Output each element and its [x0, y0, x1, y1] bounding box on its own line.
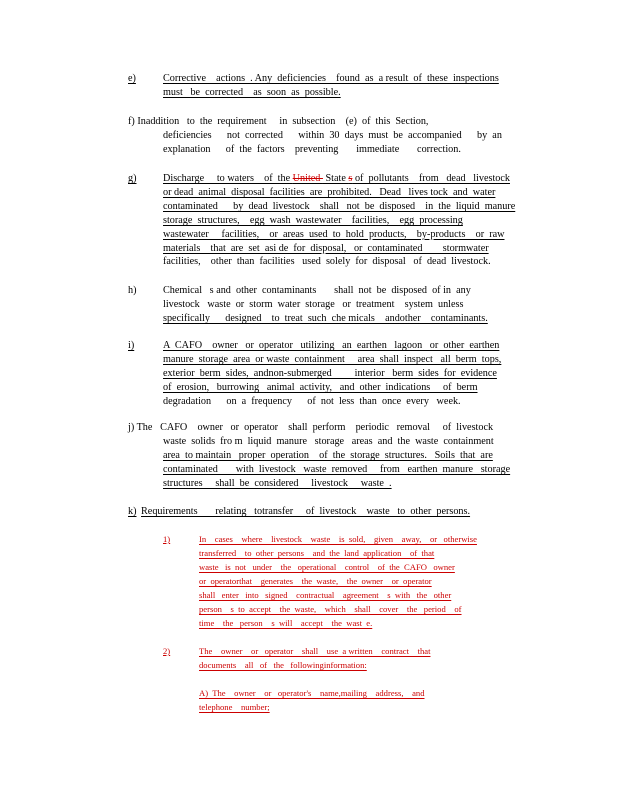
- inserted-text-line: person s to accept the waste, which shall cover the period of: [199, 604, 462, 614]
- text-line: livestock waste or storm water storage or treatment system unless: [163, 298, 464, 310]
- text-line: of erosion, burrowing animal activity, and other indications of berm: [163, 381, 478, 393]
- text-line: materials that are set asi de for disposal, or contaminated stormwater: [163, 242, 489, 254]
- item-label-f: f) Inaddition: [128, 116, 180, 127]
- text-line: CAFO owner or operator shall perform periodic removal of livestock: [152, 422, 494, 433]
- text-line: manure storage area or waste containment area shall inspect all berm tops,: [163, 353, 502, 365]
- text-line: explanation of the factors preventing immediate correction.: [163, 143, 461, 155]
- inserted-text-line: documents all of the followinginformation:: [199, 660, 367, 670]
- item-label-k: k): [128, 506, 137, 517]
- text-line: Corrective actions . Any deficiencies found as a result of these inspections: [163, 73, 499, 84]
- item-label-g: g): [128, 173, 137, 184]
- item-j-continuation: [163, 435, 528, 491]
- deleted-text: United: [292, 173, 323, 184]
- item-j-first: [128, 421, 528, 435]
- text-line: contaminated with livestock waste removed from earthen manure storage: [163, 463, 511, 475]
- text-segment: Discharge to waters of the: [163, 173, 293, 184]
- item-g-text: [163, 172, 528, 269]
- inserted-text-line: telephone number;: [199, 702, 270, 712]
- text-line: to the requirement in subsection (e) of this Section,: [179, 116, 429, 127]
- inserted-text-line: shall enter into signed contractual agreement s with the other: [199, 590, 452, 600]
- inserted-text-line: waste is not under the operational control of the CAFO owner: [199, 562, 455, 572]
- subitem-1-text: [199, 532, 529, 630]
- inserted-text-line: transferred to other persons and the land application of that: [199, 548, 435, 558]
- item-label-j: j) The: [128, 422, 153, 433]
- text-line: or dead animal disposal facilities are prohibited. Dead lives tock and water: [163, 186, 496, 198]
- item-i-text: [163, 339, 528, 409]
- item-e-text: [163, 72, 523, 100]
- text-line: wastewater facilities, or areas used to hold products, by-products or raw: [163, 228, 505, 240]
- subitem-label-1: 1): [163, 534, 171, 544]
- text-line: waste solids fro m liquid manure storage areas and the waste containment: [163, 436, 494, 447]
- text-line: must be corrected as soon as possible.: [163, 86, 341, 98]
- text-segment: of pollutants from dead livestock: [352, 173, 510, 184]
- text-line: degradation on a frequency of not less than once every week.: [163, 395, 461, 407]
- item-label-h: h): [128, 285, 137, 296]
- text-line: specifically designed to treat such che micals andother contaminants.: [163, 312, 488, 324]
- text-line: contaminated by dead livestock shall not be disposed in the liquid manure: [163, 200, 516, 212]
- item-label-i: i): [128, 340, 135, 351]
- text-segment: State: [322, 173, 349, 184]
- item-f-continuation: [163, 129, 523, 157]
- deleted-text: s: [348, 173, 353, 184]
- text-line: area to maintain proper operation of the storage structures. Soils that are: [163, 449, 493, 461]
- text-line: deficiencies not corrected within 30 days must be accompanied by an: [163, 130, 502, 141]
- text-line: facilities, other than facilities used solely for disposal of dead livestock.: [163, 256, 491, 268]
- inserted-text-line: In cases where livestock waste is sold, given away, or otherwise: [199, 534, 477, 544]
- subitem-A-text: [199, 686, 519, 714]
- text-line: storage structures, egg wash wastewater facilities, egg processing: [163, 214, 463, 226]
- inserted-text-line: time the person s will accept the wast e.: [199, 618, 373, 628]
- item-k-text: [141, 505, 481, 519]
- subitem-2-text: [199, 644, 499, 672]
- subitem-label-2: 2): [163, 646, 171, 656]
- inserted-text-line: The owner or operator shall use a written contract that: [199, 646, 431, 656]
- item-f-text: [128, 115, 528, 129]
- inserted-text-line: A) The owner or operator's name,mailing address, and: [199, 688, 425, 698]
- text-line: Chemical s and other contaminants shall not be disposed of in any: [163, 285, 471, 296]
- inserted-text-line: or operatorthat generates the waste, the owner or operator: [199, 576, 432, 586]
- text-line: structures shall be considered livestock waste .: [163, 477, 392, 489]
- item-h-text: [163, 284, 523, 326]
- text-line: Requirements relating totransfer of livestock waste to other persons.: [141, 506, 471, 517]
- text-line: exterior berm sides, andnon-submerged interior berm sides for evidence: [163, 367, 497, 379]
- item-label-e: e): [128, 73, 136, 84]
- text-line: A CAFO owner or operator utilizing an earthen lagoon or other earthen: [163, 340, 500, 351]
